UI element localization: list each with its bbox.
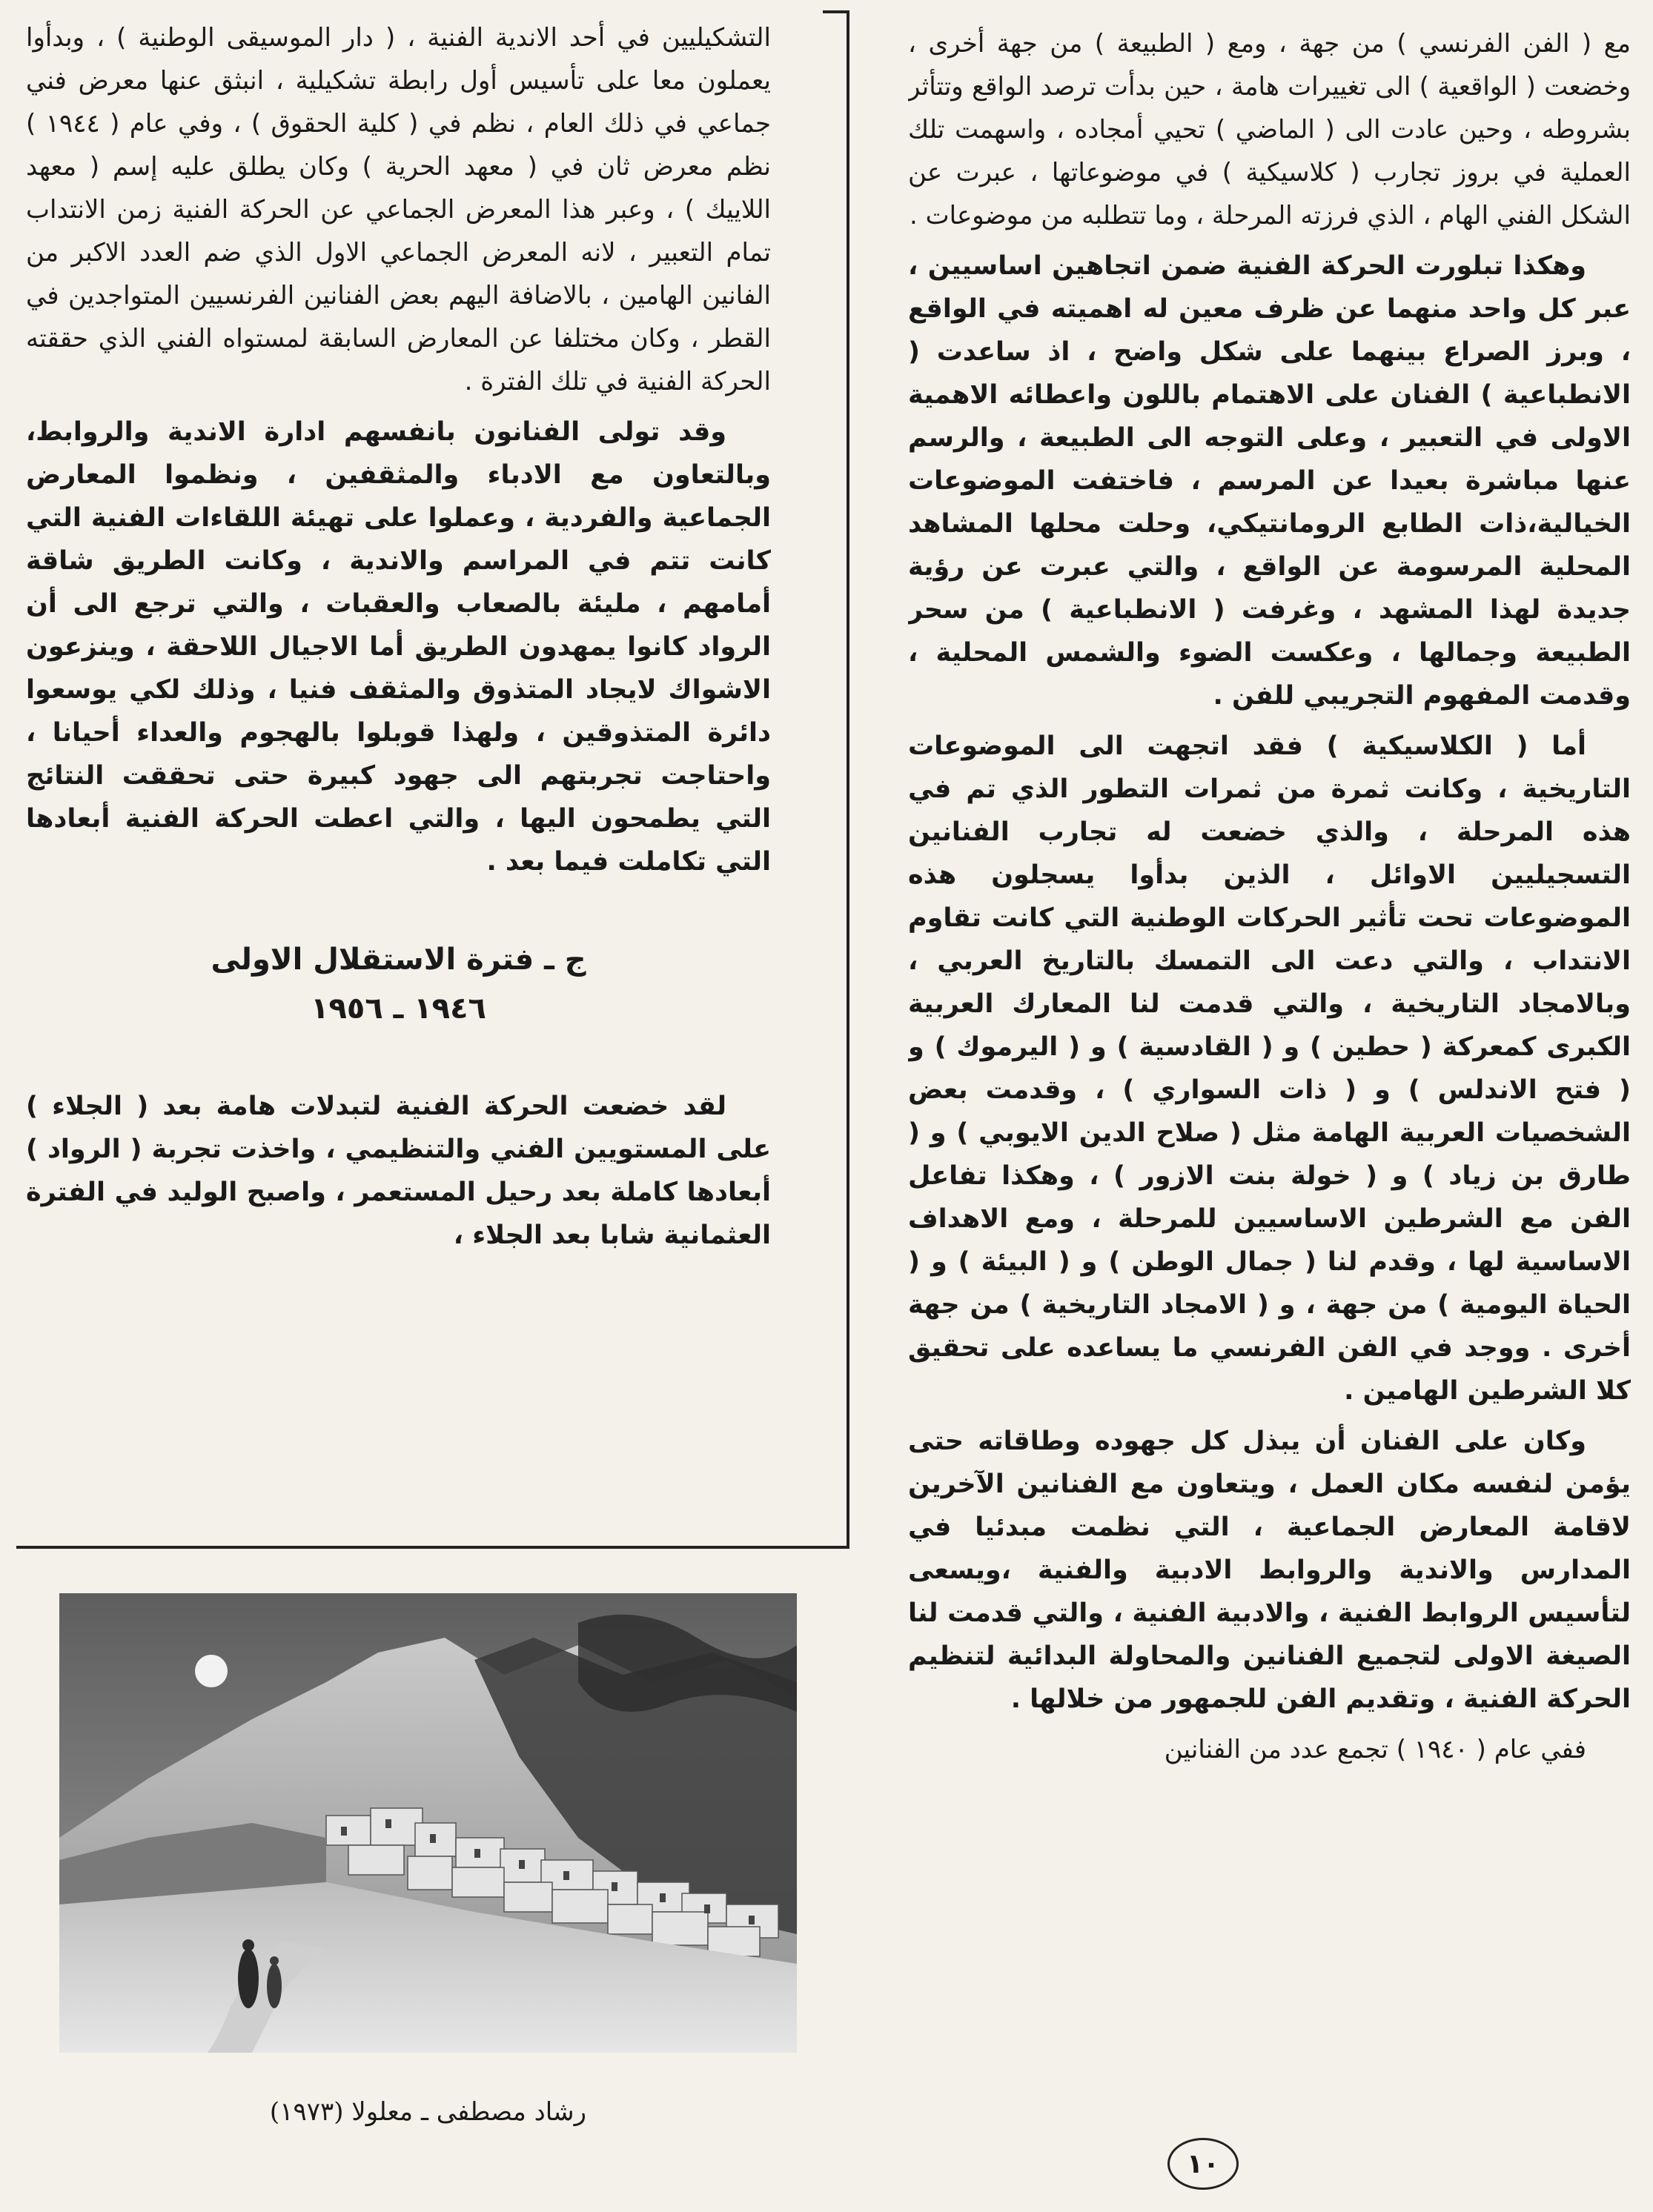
section-heading-title: ج ـ فترة الاستقلال الاولى: [211, 943, 586, 977]
painting-caption: رشاد مصطفى ـ معلولا (١٩٧٣): [269, 2097, 587, 2127]
right-paragraph-3: أما ( الكلاسيكية ) فقد اتجهت الى الموضوعات التاريخية ، وكانت ثمرة من ثمرات التطور الذي تم في هذه المرحلة ، والذي خضعت له تجارب الفنانين التسجيليين الاوائل ، الذين بدأوا يسجلون هذه الموضوعات تحت تأثير الحركات الوطنية التي كانت تقاوم الانتداب ، والتي دعت الى التمسك بالتاريخ العربي ، وبالامجاد التاريخية ، والتي قدمت لنا المعارك العربية الكبرى كمعركة ( حطين ) و ( القادسية ) و ( اليرموك ) و ( فتح الاندلس ) و ( ذات السواري ) ، وقدمت بعض الشخصيات العربية الهامة مثل ( صلاح الدين الايوبي ) و ( طارق بن زياد ) و ( خولة بنت الازور ) ، وهكذا تفاعل الفن مع الشرطين الاساسيين للمرحلة ، ومع الاهداف الاساسية لها ، وقدم لنا ( جمال الوطن ) و ( البيئة ) و ( الحياة اليومية ) من جهة ، و ( الامجاد التاريخية ) من جهة أخرى . ووجد في الفن الفرنسي ما يساعده على تحقيق كلا الشرطين الهامين .: [908, 731, 1631, 1406]
left-paragraph-3: لقد خضعت الحركة الفنية لتبدلات هامة بعد ( الجلاء ) على المستويين الفني والتنظيمي ، واخذت تجربة ( الرواد ) أبعادها كاملة بعد رحيل المستعمر ، واصبح الوليد في الفترة العثمانية شابا بعد الجلاء ،: [26, 1092, 771, 1250]
right-column: [908, 22, 1631, 2149]
section-heading-years: ١٩٤٦ ـ ١٩٥٦: [311, 992, 486, 1026]
right-paragraph-2: وهكذا تبلورت الحركة الفنية ضمن اتجاهين اساسيين ، عبر كل واحد منهما عن ظرف معين له اهميته في الواقع ، وبرز الصراع بينهما على شكل واضح ، اذ ساعدت ( الانطباعية ) الفنان على الاهتمام باللون واعطائه الاهمية الاولى في التعبير ، وعلى التوجه الى الطبيعة ، والرسم عنها مباشرة بعيدا عن المرسم ، فاختفت الموضوعات الخيالية،ذات الطابع الرومانتيكي، وحلت محلها المشاهد المحلية المرسومة عن الواقع ، والتي عبرت عن رؤية جديدة لهذا المشهد ، وغرفت ( الانطباعية ) من سحر الطبيعة وجمالها ، وعكست الضوء والشمس المحلية ، وقدمت المفهوم التجريبي للفن .: [908, 251, 1631, 711]
frame-corner-mark: [823, 10, 847, 13]
page-number: ١٠: [1167, 2138, 1239, 2190]
right-paragraph-4: وكان على الفنان أن يبذل كل جهوده وطاقاته حتى يؤمن لنفسه مكان العمل ، ويتعاون مع الفنانين الآخرين لاقامة المعارض الجماعية ، التي نظمت مبدئيا في المدارس والاندية والروابط الادبية والفنية ،ويسعى لتأسيس الروابط الفنية ، والادبية الفنية ، والتي قدمت لنا الصيغة الاولى لتجميع الفنانين والمحاولة البدائية لتنظيم الحركة الفنية ، وتقديم الفن للجمهور من خلالها .: [908, 1426, 1631, 1714]
right-paragraph-5: ففي عام ( ١٩٤٠ ) تجمع عدد من الفنانين: [1164, 1735, 1586, 1764]
section-heading: [26, 935, 771, 1033]
left-paragraph-2: وقد تولى الفنانون بانفسهم ادارة الاندية والروابط، وبالتعاون مع الادباء والمثقفين ، ونظموا المعارض الجماعية والفردية ، وعملوا على تهيئة اللقاءات الفنية التي كانت تتم في المراسم والاندية ، وكانت الطريق شاقة أمامهم ، مليئة بالصعاب والعقبات ، والتي ترجع الى أن الرواد كانوا يمهدون الطريق أما الاجيال اللاحقة ، وينزعون الاشواك لايجاد المتذوق والمثقف فنيا ، وذلك لكي يوسعوا دائرة المتذوقين ، ولهذا قوبلوا بالهجوم والعداء أحيانا ، واحتاجت تجربتهم الى جهود كبيرة حتى تحققت النتائج التي يطمحون اليها ، والتي اعطت الحركة الفنية أبعادها التي تكاملت فيما بعد .: [26, 417, 771, 877]
painting-photo: [59, 1593, 797, 2053]
painting-illustration: [59, 1593, 797, 2053]
left-column: [26, 16, 771, 1528]
left-paragraph-1: التشكيليين في أحد الاندية الفنية ، ( دار الموسيقى الوطنية ) ، وبدأوا يعملون معا على تأسيس أول رابطة تشكيلية ، انبثق عنها معرض فني جماعي في ذلك العام ، نظم في ( كلية الحقوق ) ، وفي عام ( ١٩٤٤ ) نظم معرض ثان في ( معهد الحرية ) وكان يطلق عليه إسم ( معهد اللاييك ) ، وعبر هذا المعرض الجماعي عن الحركة الفنية زمن الانتداب تمام التعبير ، لانه المعرض الجماعي الاول الذي ضم العدد الاكبر من الفانين الهامين ، بالاضافة اليهم بعض الفنانين الفرنسيين المتواجدين في القطر ، وكان مختلفا عن المعارض السابقة لمستواه الفني الذي حققته الحركة الفنية في تلك الفترة .: [26, 23, 771, 396]
right-paragraph-1: مع ( الفن الفرنسي ) من جهة ، ومع ( الطبيعة ) من جهة أخرى ، وخضعت ( الواقعية ) الى تغييرات هامة ، حين بدأت ترصد الواقع وتتأثر بشروطه ، وحين عادت الى ( الماضي ) تحيي أمجاده ، واسهمت تلك العملية في بروز تجارب ( كلاسيكية ) في موضوعاتها ، عبرت عن الشكل الفني الهام ، الذي فرزته المرحلة ، وما تتطلبه من موضوعات .: [908, 29, 1631, 230]
